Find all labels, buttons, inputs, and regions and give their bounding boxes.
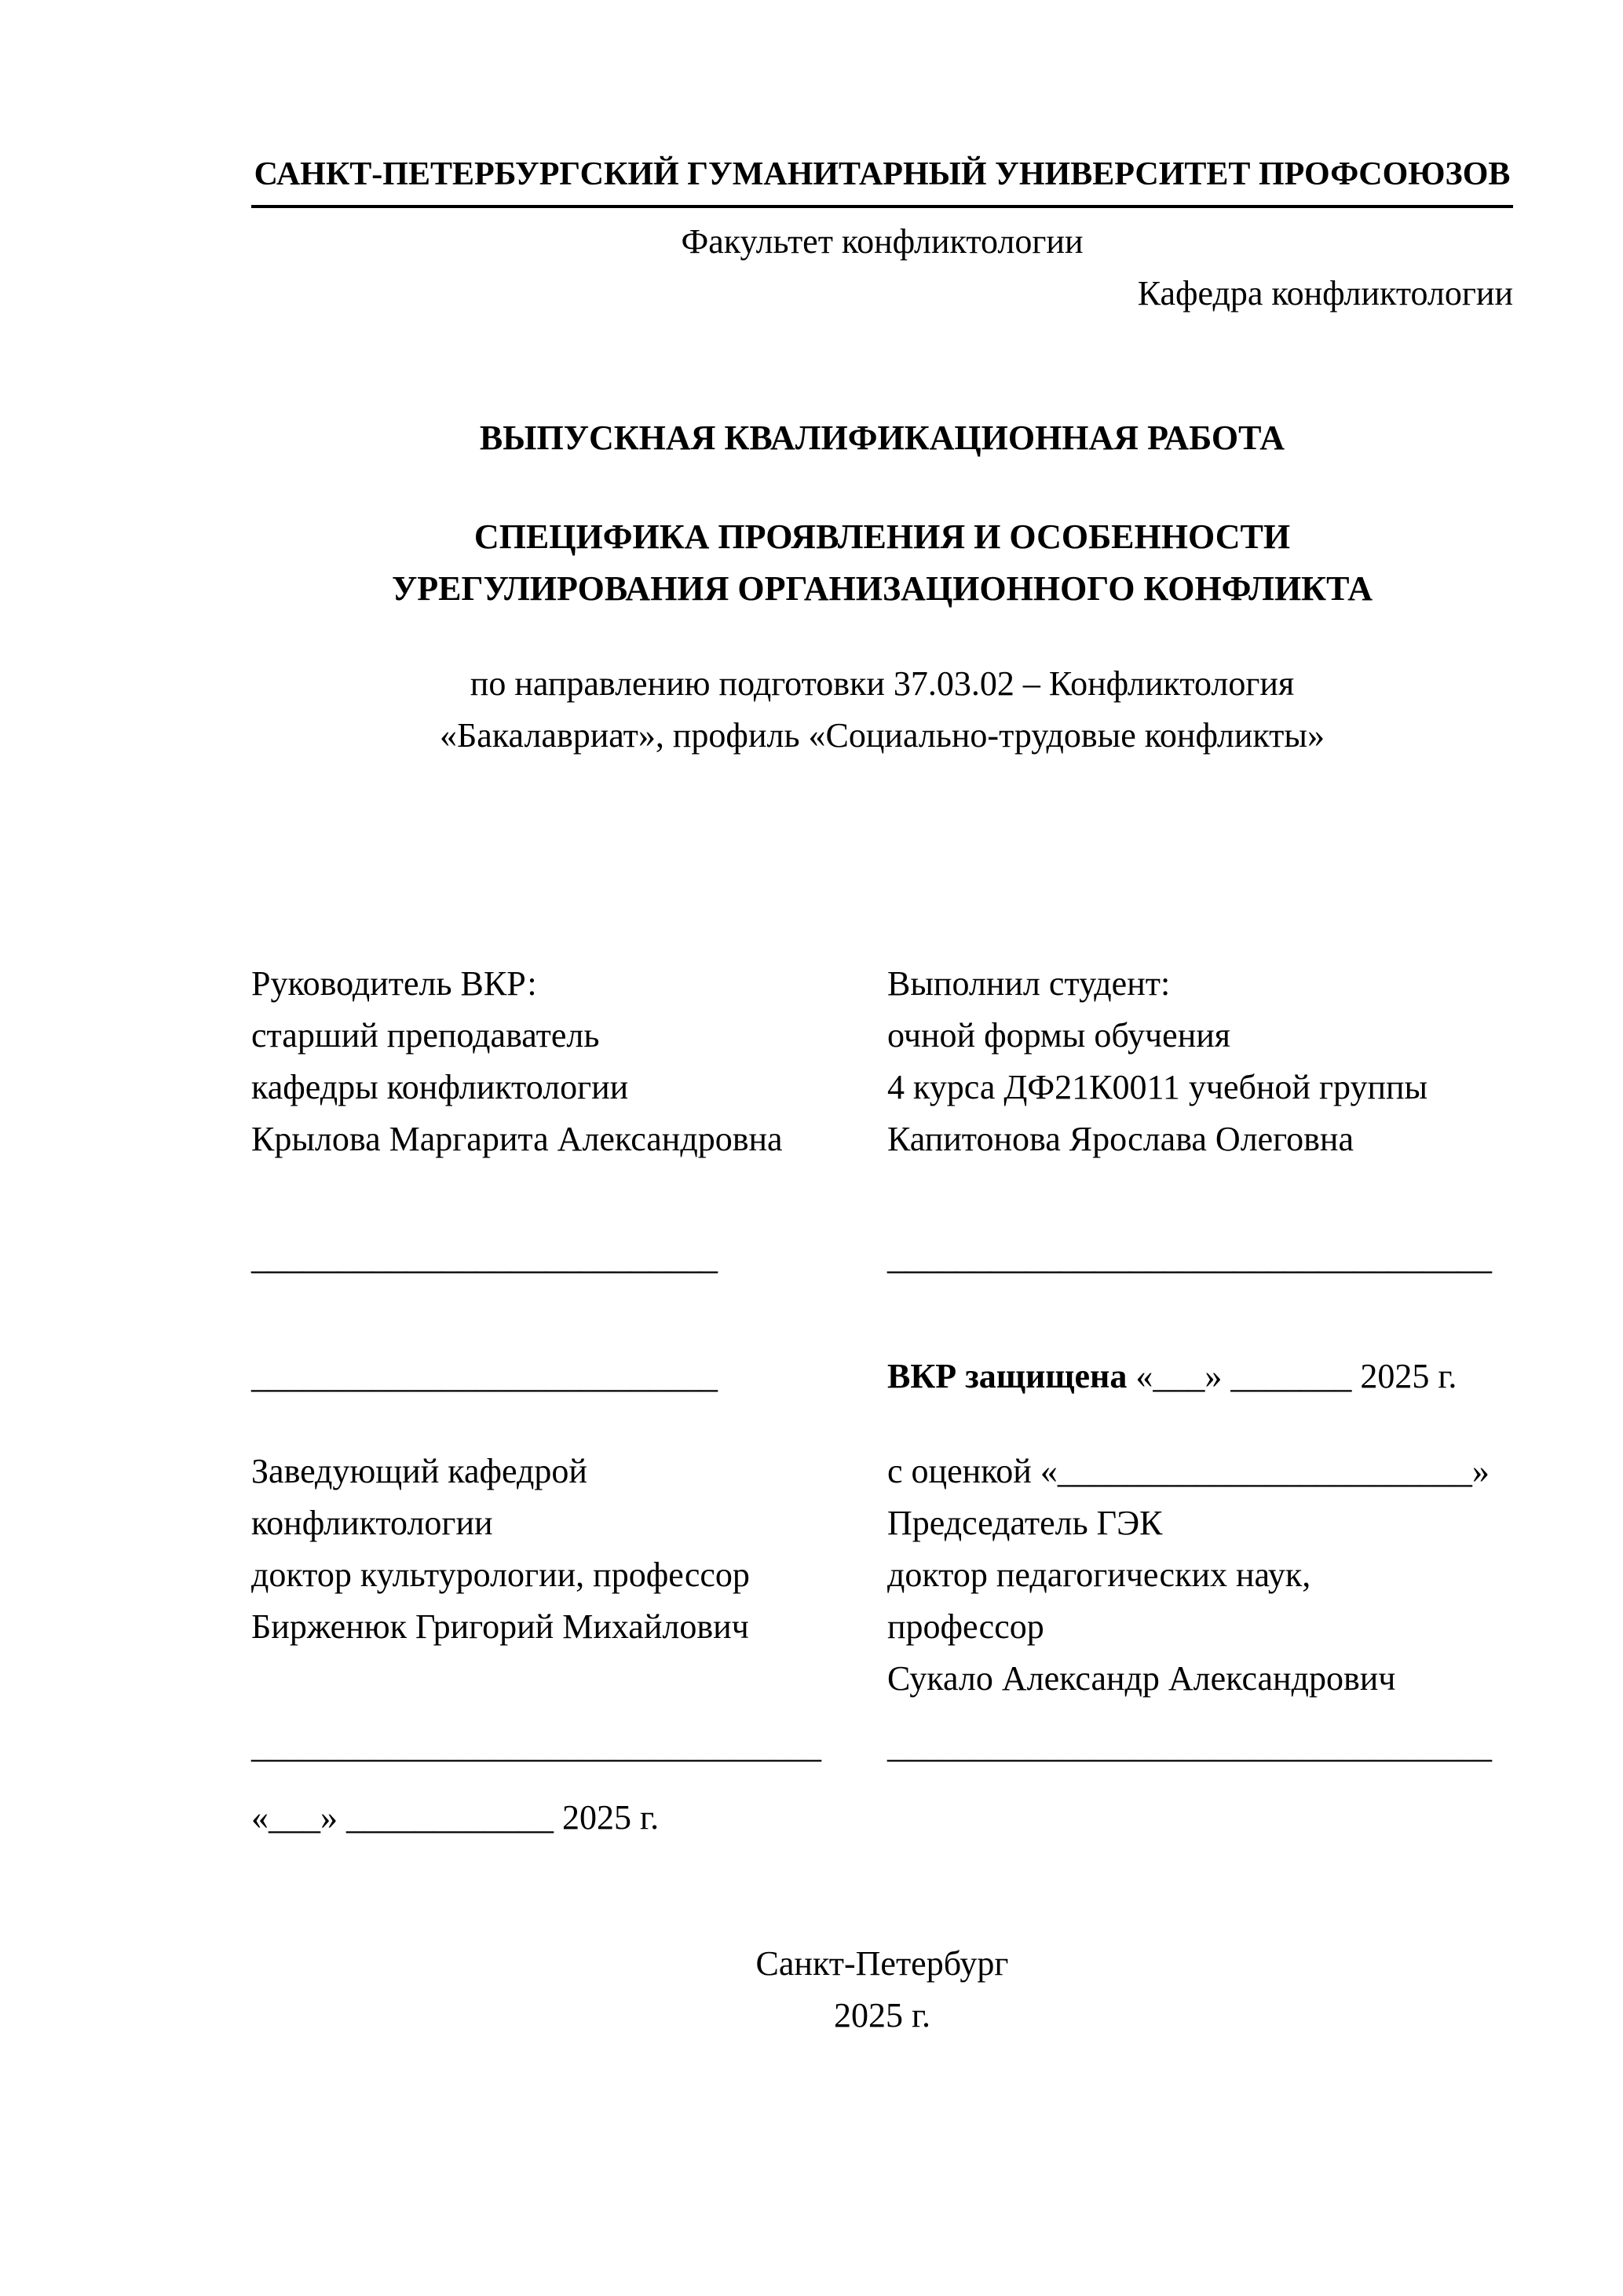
head-degree: доктор культурологии, профессор (251, 1556, 750, 1594)
supervisor-position-1: старший преподаватель (251, 1016, 600, 1055)
thesis-title-line2: УРЕГУЛИРОВАНИЯ ОРГАНИЗАЦИОННОГО КОНФЛИКТА (391, 569, 1373, 608)
committee-chair-block (887, 1446, 1513, 1705)
grade-blank-line: с оценкой «________________________» (887, 1452, 1490, 1490)
supervisor-signature-line-2: ___________________________ (251, 1357, 718, 1395)
defense-row (251, 1351, 1513, 1402)
student-line1: очной формы обучения (887, 1016, 1231, 1055)
student-block (887, 958, 1513, 1165)
chair-title: Председатель ГЭК (887, 1504, 1163, 1542)
date-row-spacer (887, 1792, 1513, 1844)
thesis-title (251, 511, 1513, 615)
faculty-name: Факультет конфликтологии (681, 222, 1084, 261)
date-row (251, 1792, 1513, 1844)
signature-row-2 (251, 1720, 1513, 1772)
supervisor-name: Крылова Маргарита Александровна (251, 1120, 783, 1158)
student-signature-line: ___________________________________ (887, 1238, 1492, 1277)
program-info (251, 658, 1513, 762)
chair-signature-line: ___________________________________ (887, 1727, 1492, 1765)
program-line2: «Бакалавриат», профиль «Социально-трудовые конфликты» (440, 716, 1325, 755)
supervisor-signature-line: ___________________________ (251, 1238, 718, 1277)
student-name: Капитонова Ярослава Олеговна (887, 1120, 1354, 1158)
defense-date-line (887, 1351, 1513, 1402)
supervisor-position-2: кафедры конфликтологии (251, 1068, 629, 1106)
head-signature-line: _________________________________ (251, 1727, 821, 1765)
student-role: Выполнил студент: (887, 964, 1171, 1003)
signature-row-1 (251, 1232, 1513, 1284)
student-line2: 4 курса ДФ21К0011 учебной группы (887, 1068, 1428, 1106)
head-name: Бирженюк Григорий Михайлович (251, 1607, 749, 1646)
city-name: Санкт-Петербург (755, 1944, 1009, 1983)
program-line1: по направлению подготовки 37.03.02 – Конфликтология (470, 664, 1295, 703)
head-date-blank: «___» ____________ 2025 г. (251, 1798, 660, 1837)
department-head-block (251, 1446, 887, 1705)
defense-date-blank: «___» _______ 2025 г. (1127, 1357, 1457, 1395)
chair-name: Сукало Александр Александрович (887, 1659, 1396, 1698)
supervisor-role: Руководитель ВКР: (251, 964, 537, 1003)
year-label: 2025 г. (833, 1996, 931, 2035)
chair-degree-1: доктор педагогических наук, (887, 1556, 1311, 1594)
chair-degree-2: профессор (887, 1607, 1044, 1646)
university-name: САНКТ-ПЕТЕРБУРГСКИЙ ГУМАНИТАРНЫЙ УНИВЕРСИТЕТ ПРОФСОЮЗОВ (251, 153, 1513, 208)
officials-row (251, 1446, 1513, 1705)
defense-label: ВКР защищена (887, 1357, 1128, 1395)
supervisor-block (251, 958, 887, 1165)
head-position-1: Заведующий кафедрой (251, 1452, 587, 1490)
head-position-2: конфликтологии (251, 1504, 493, 1542)
people-row (251, 958, 1513, 1165)
department-name: Кафедра конфликтологии (1137, 274, 1513, 313)
thesis-title-line1: СПЕЦИФИКА ПРОЯВЛЕНИЯ И ОСОБЕННОСТИ (473, 517, 1291, 556)
work-type-heading: ВЫПУСКНАЯ КВАЛИФИКАЦИОННАЯ РАБОТА (479, 419, 1285, 457)
